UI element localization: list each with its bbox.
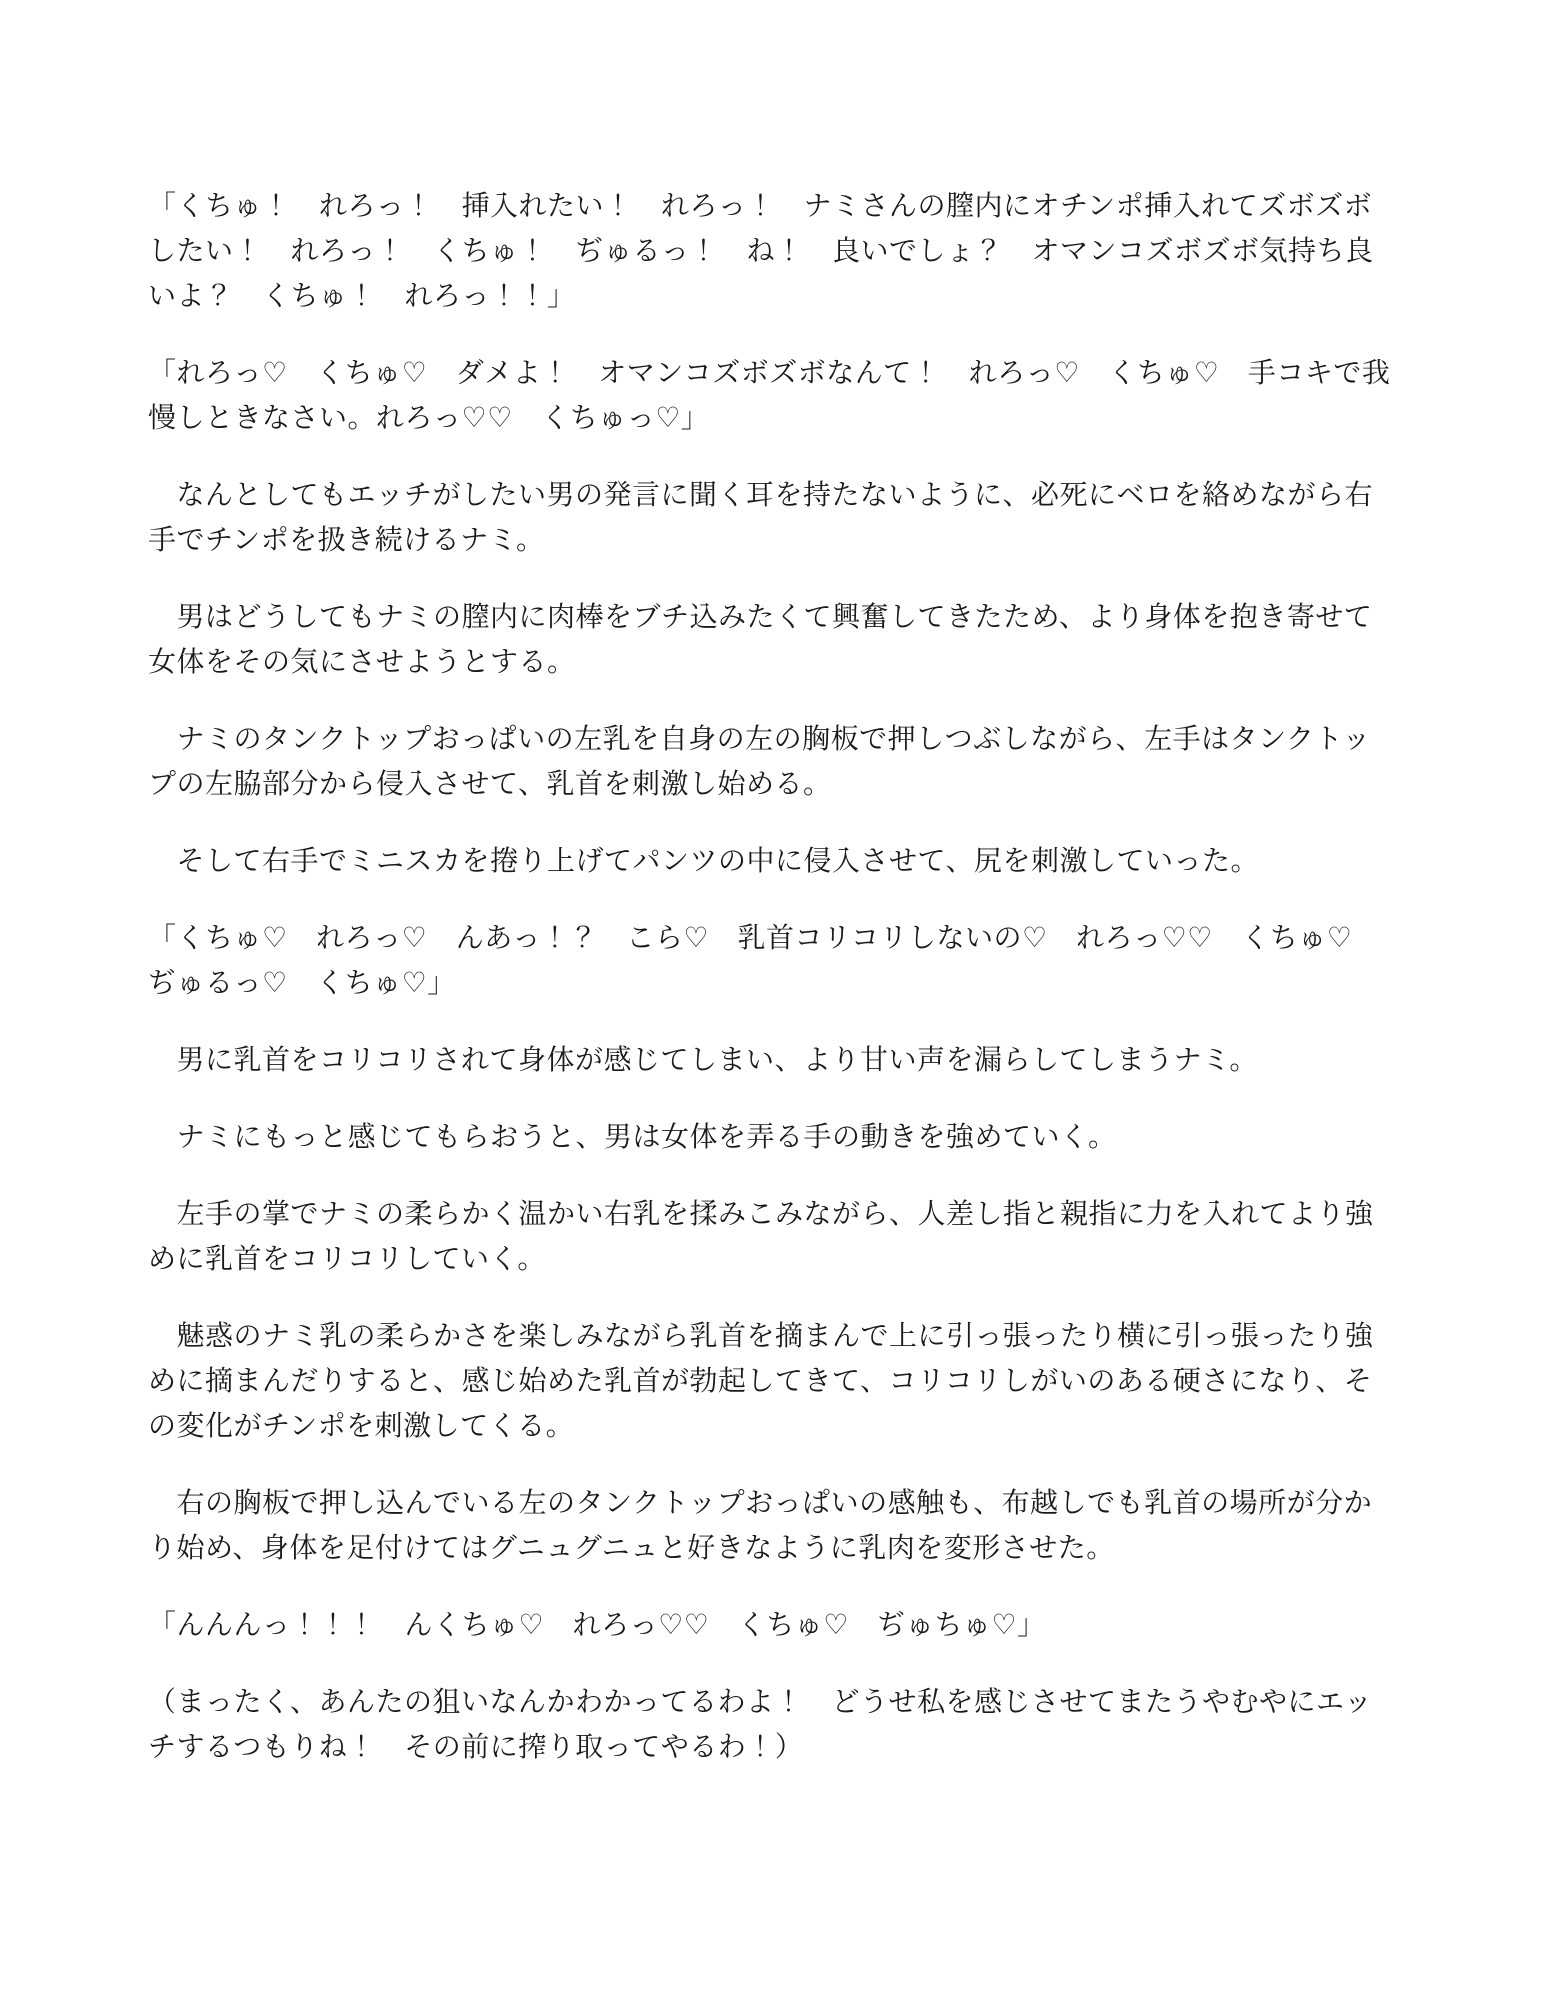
paragraph-narration: そして右手でミニスカを捲り上げてパンツの中に侵入させて、尻を刺激していった。 <box>148 845 1259 876</box>
paragraph-narration: 左手の掌でナミの柔らかく温かい右乳を揉みこみながら、人差し指と親指に力を入れてより強めに乳首をコリコリしていく。 <box>148 1198 1374 1274</box>
paragraph-narration: 魅惑のナミ乳の柔らかさを楽しみながら乳首を摘まんで上に引っ張ったり横に引っ張ったり強めに摘まんだりすると、感じ始めた乳首が勃起してきて、コリコリしがいのある硬さになり、その変化がチンポを刺激してくる。 <box>148 1320 1374 1441</box>
document-text <box>148 183 1398 1769</box>
paragraph-narration: なんとしてもエッチがしたい男の発言に聞く耳を持たないように、必死にベロを絡めながら右手でチンポを扱き続けるナミ。 <box>148 479 1373 555</box>
paragraph-narration: 男に乳首をコリコリされて身体が感じてしまい、より甘い声を漏らしてしまうナミ。 <box>148 1044 1258 1075</box>
paragraph-thought: （まったく、あんたの狙いなんかわかってるわよ！ どうせ私を感じさせてまたうやむやにエッチするつもりね！ その前に搾り取ってやるわ！） <box>148 1686 1373 1762</box>
paragraph-dialogue: 「くちゅ！ れろっ！ 挿入れたい！ れろっ！ ナミさんの膣内にオチンポ挿入れてズボズボしたい！ れろっ！ くちゅ！ ぢゅるっ！ ね！ 良いでしょ？ オマンコズボズボ気持ち良いよ？ くちゅ！ れろっ！！」 <box>148 190 1374 311</box>
paragraph-dialogue: 「れろっ♡ くちゅ♡ ダメよ！ オマンコズボズボなんて！ れろっ♡ くちゅ♡ 手コキで我慢しときなさい。れろっ♡♡ くちゅっ♡」 <box>148 357 1391 433</box>
paragraph-narration: 右の胸板で押し込んでいる左のタンクトップおっぱいの感触も、布越しでも乳首の場所が分かり始め、身体を足付けてはグニュグニュと好きなように乳肉を変形させた。 <box>148 1487 1373 1563</box>
paragraph-narration: ナミにもっと感じてもらおうと、男は女体を弄る手の動きを強めていく。 <box>148 1121 1117 1152</box>
paragraph-narration: 男はどうしてもナミの膣内に肉棒をブチ込みたくて興奮してきたため、より身体を抱き寄せて女体をその気にさせようとする。 <box>148 601 1373 677</box>
paragraph-dialogue: 「んんんっ！！！ んくちゅ♡ れろっ♡♡ くちゅ♡ ぢゅちゅ♡」 <box>148 1609 1046 1640</box>
paragraph-narration: ナミのタンクトップおっぱいの左乳を自身の左の胸板で押しつぶしながら、左手はタンクトップの左脇部分から侵入させて、乳首を刺激し始める。 <box>148 723 1371 799</box>
paragraph-dialogue: 「くちゅ♡ れろっ♡ んあっ！？ こら♡ 乳首コリコリしないの♡ れろっ♡♡ くちゅ♡ ぢゅるっ♡ くちゅ♡」 <box>148 922 1381 998</box>
